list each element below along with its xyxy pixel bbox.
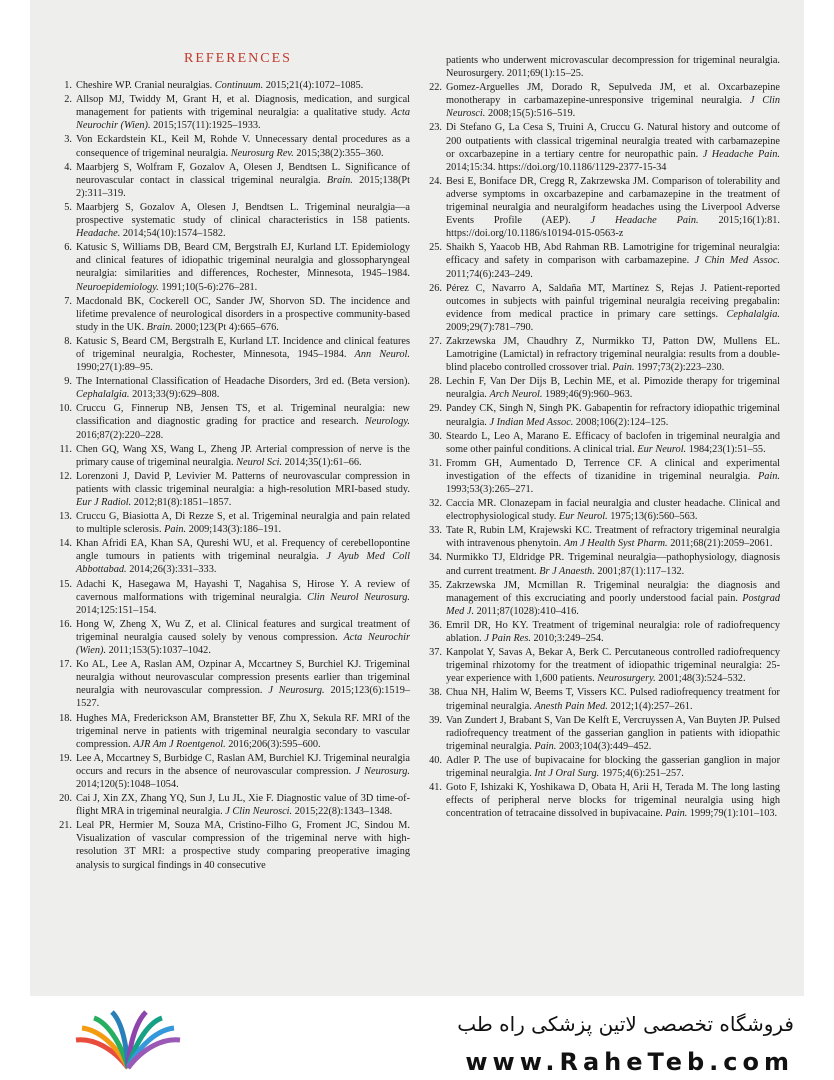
reference-item [54,201,410,240]
reference-number: 37. [429,647,442,659]
reference-number: 36. [429,619,442,631]
reference-item [424,714,780,753]
reference-text: Cai J, Xin ZX, Zhang YQ, Sun J, Lu JL, Xie F. Diagnostic value of 3D time-of-flight MRA in trigeminal neuralgia. [76,793,410,818]
reference-journal: Eur Neurol. [558,511,608,523]
reference-item [424,686,780,712]
reference-number: 31. [429,457,442,469]
reference-item [54,537,410,576]
reference-number: 13. [59,511,72,523]
reference-item [54,510,410,536]
reference-item [54,470,410,509]
reference-journal: Acta Neurochir (Wien). [76,631,410,657]
reference-text: Katusic S, Beard CM, Bergstralh E, Kurland LT. Incidence and clinical features of trigeminal neuralgia, Rochester, Minnesota, 1945–1984. [76,335,410,360]
reference-number: 24. [429,175,442,187]
reference-number: 29. [429,403,442,415]
reference-text: Maarbjerg S, Wolfram F, Gozalov A, Olesen J, Bendtsen L. Significance of neurovascular contact in classical trigeminal neuralgia. [76,161,410,186]
reference-text: Zakrzewska JM, Mcmillan R. Trigeminal neuralgia: the diagnosis and management of this excruciating and poorly understood facial pain. [446,579,780,604]
reference-number: 38. [429,687,442,699]
reference-number: 8. [64,335,72,347]
reference-number: 16. [59,618,72,630]
reference-text: Steardo L, Leo A, Marano E. Efficacy of baclofen in trigeminal neuralgia and some other painful conditions. A clinical trial. [446,430,780,455]
reference-number: 20. [59,793,72,805]
reference-citation: 2014;15:34. https://doi.org/10.1186/1129-2377-15-34 [446,161,667,173]
reference-text: Katusic S, Williams DB, Beard CM, Bergstralh EJ, Kurland LT. Epidemiology and clinical features of idiopathic trigeminal neuralgia and glossopharyngeal neuralgia: similarities and differences, Rochester, Minnesota, 1945–1984. [76,242,410,280]
reference-journal: Eur J Radiol. [76,497,132,508]
reference-journal: Br J Anaesth. [539,565,595,577]
reference-text: Tate R, Rubin LM, Krajewski KC. Treatment of refractory trigeminal neuralgia with intravenous phenytoin. [446,525,780,550]
reference-journal: Acta Neurochir (Wien). [76,107,410,132]
reference-journal: J Headache Pain. [702,148,780,160]
reference-text: Cruccu G, Finnerup NB, Jensen TS, et al. Trigeminal neuralgia: new classification and diagnostic grading for practice and research. [76,403,410,428]
reference-citation: 2015;16(1):81. https://doi.org/10.1186/s10194-015-0563-z [446,215,780,240]
reference-citation: 2014;35(1):61–66. [282,456,362,468]
reference-number: 17. [59,659,72,671]
reference-citation: 1975;4(6):251–257. [599,767,684,779]
reference-number: 14. [59,538,72,550]
reference-citation: 2012;1(4):257–261. [607,700,693,712]
reference-journal: Clin Neurol Neurosurg. [307,591,410,603]
reference-journal: Postgrad Med J. [446,592,780,617]
reference-item [54,133,410,159]
reference-journal: Ann Neurol. [354,348,410,360]
reference-text: Lee A, Mccartney S, Burbidge C, Raslan AM, Burchiel KJ. Trigeminal neuralgia occurs and recurs in the absence of neurovascular compression. [76,752,410,777]
reference-text: Caccia MR. Clonazepam in facial neuralgia and cluster headache. Clinical and electrophysiological study. [446,498,780,523]
reference-number: 35. [429,579,442,591]
reference-item [424,551,780,577]
reference-citation: 1990;27(1):89–95. [76,362,153,374]
reference-journal: Neurosurg Rev. [230,147,294,159]
reference-citation: 2012;81(8):1851–1857. [131,497,232,508]
reference-text: Lechin F, Van Der Dijs B, Lechin ME, et al. Pimozide therapy for trigeminal neuralgia. [446,376,780,401]
reference-21-continuation [424,54,780,80]
reference-journal: Cephalalgia. [726,308,780,320]
reference-item [54,241,410,293]
reference-citation: 2013;33(9):629–808. [129,389,220,401]
reference-citation: 2014;120(5):1048–1054. [76,778,179,790]
reference-number: 6. [64,242,72,254]
reference-number: 21. [59,820,72,832]
references-right-column [424,54,780,821]
reference-journal: Neurosurgery. [597,673,656,685]
reference-citation: 2015;22(8):1343–1348. [292,806,393,818]
reference-journal: Pain. [665,808,688,820]
reference-text: Nurmikko TJ, Eldridge PR. Trigeminal neuralgia—pathophysiology, diagnosis and current treatment. [446,552,780,577]
reference-journal: Pain. [612,362,635,374]
reference-text: Von Eckardstein KL, Keil M, Rohde V. Unnecessary dental procedures as a consequence of trigeminal neuralgia. [76,134,410,159]
reference-text: Cruccu G, Biasiotta A, Di Rezze S, et al. Trigeminal neuralgia and pain related to multiple sclerosis. [76,511,410,536]
reference-text: Chen GQ, Wang XS, Wang L, Zheng JP. Arterial compression of nerve is the primary cause of trigeminal neuralgia. [76,443,410,468]
reference-citation: 2014;26(3):331–333. [126,564,217,576]
reference-journal: AJR Am J Roentgenol. [133,738,226,750]
reference-journal: Brain. [146,321,173,333]
reference-journal: Cephalalgia. [76,389,130,401]
reference-number: 28. [429,376,442,388]
reference-journal: Pain. [164,524,187,536]
reference-journal: Anesth Pain Med. [534,700,608,712]
reference-citation: 2015;123(6):1519–1527. [76,685,410,710]
reference-text: Hughes MA, Frederickson AM, Branstetter BF, Zhu X, Sekula RF. MRI of the trigeminal nerve in patients with trigeminal neuralgia secondary to vascular compression. [76,712,410,750]
reference-citation: 1997;73(2):223–230. [634,362,725,374]
reference-citation: 2010;3:249–254. [530,633,604,645]
reference-journal: J Neurosurg. [268,685,325,697]
reference-item [54,819,410,871]
reference-citation: 2008;15(5):516–519. [485,108,576,120]
reference-number: 2. [64,94,72,106]
reference-citation: 2009;143(3):186–191. [186,524,282,536]
reference-journal: Arch Neurol. [489,389,543,401]
reference-citation: 2009;29(7):781–790. [446,321,534,333]
reference-text: Cheshire WP. Cranial neuralgias. [76,80,215,92]
reference-item [424,402,780,428]
reference-item [54,792,410,818]
reference-item [424,457,780,496]
reference-journal: J Clin Neurosci. [225,806,293,818]
reference-number: 15. [59,578,72,590]
continuation-text: patients who underwent microvascular decompression for trigeminal neuralgia. [446,55,780,66]
reference-journal: Continuum. [214,80,264,92]
reference-journal: Pain. [534,740,557,752]
reference-number: 39. [429,714,442,726]
reference-citation: 2001;48(3):524–532. [655,673,746,685]
reference-text: Macdonald BK, Cockerell OC, Sander JW, Shorvon SD. The incidence and lifetime prevalence of neurological disorders in a prospective community-based study in the UK. [76,295,410,333]
reference-item [54,161,410,200]
reference-citation: 2008;106(2):124–125. [573,416,669,428]
reference-journal: Pain. [757,470,780,482]
reference-text: Adachi K, Hasegawa M, Hayashi T, Nagahisa S, Hirose Y. A review of cavernous malformations with trigeminal neuralgia. [76,578,410,603]
reference-citation: 2016;87(2):220–228. [76,429,164,441]
reference-item [54,295,410,334]
reference-text: Goto F, Ishizaki K, Yoshikawa D, Obata H, Arii H, Terada M. The long lasting effects of peripheral nerve blocks for trigeminal neuralgia using high concentration of tetracaine dissolved in bupivacaine. [446,782,780,820]
reference-item [424,524,780,550]
reference-text: Pérez C, Navarro A, Saldaña MT, Martínez S, Rejas J. Patient-reported outcomes in subjects with painful trigeminal neuralgia receiving pregabalin: evidence from medical practice in primary care settings. [446,282,780,320]
reference-journal: J Neurosurg. [355,765,410,777]
reference-item [54,375,410,401]
reference-citation: 2011;87(1028):410–416. [474,605,579,617]
reference-citation: 2003;104(3):449–452. [556,740,652,752]
reference-number: 12. [59,470,72,482]
store-footer [0,1000,834,1080]
reference-text: Van Zundert J, Brabant S, Van De Kelft E, Vercruyssen A, Van Buyten JP. Pulsed radiofrequency treatment of the gasserian ganglion in patients with idiopathic trigeminal neuralgia. [446,714,780,752]
reference-journal: Brain. [326,174,353,186]
reference-text: Hong W, Zheng X, Wu Z, et al. Clinical features and surgical treatment of trigeminal neuralgia caused solely by venous compression. [76,618,410,643]
reference-item [424,430,780,456]
reference-text: Di Stefano G, La Cesa S, Truini A, Cruccu G. Natural history and outcome of 200 outpatients with classical trigeminal neuralgia treated with carbamazepine or oxcarbazepine in a tertiary centre for neuropathic pain. [446,122,780,160]
reference-citation: 1991;10(5-6):276–281. [158,281,258,293]
book-logo-icon [68,1008,188,1072]
reference-citation: 1975;13(6):560–563. [607,511,698,523]
reference-number: 3. [64,134,72,146]
reference-text: Emril DR, Ho KY. Treatment of trigeminal neuralgia: role of radiofrequency ablation. [446,619,780,645]
reference-number: 30. [429,430,442,442]
reference-text: Gomez-Arguelles JM, Dorado R, Sepulveda JM, et al. Oxcarbazepine monotherapy in carbamazepine-unresponsive trigeminal neuralgia. [446,82,780,107]
reference-text: Leal PR, Hermier M, Souza MA, Cristino-Filho G, Froment JC, Sindou M. Visualization of vascular compression of the trigeminal nerve with high-resolution 3T MRI: a prospective study comparing preoperative imaging analysis to surgical findings in 40 consecutive [76,820,410,871]
reference-citation: 2015;21(4):1072–1085. [263,80,364,92]
reference-citation: 2015;138(Pt 2):311–319. [76,174,410,199]
reference-number: 1. [64,80,72,92]
reference-journal: Eur Neurol. [637,443,687,455]
reference-item [54,335,410,374]
reference-number: 4. [64,161,72,173]
reference-journal: J Pain Res. [484,633,531,645]
reference-number: 23. [429,122,442,134]
reference-journal: Neurology. [364,416,410,428]
reference-item [54,752,410,791]
reference-item [54,618,410,657]
reference-journal: Am J Health Syst Pharm. [563,538,668,550]
reference-list-left [54,79,410,872]
reference-text: Lorenzoni J, David P, Levivier M. Patterns of neurovascular compression in patients with classic trigeminal neuralgia: a high-resolution MRI-based study. [76,470,410,495]
reference-number: 33. [429,525,442,537]
reference-item [54,658,410,710]
reference-item [54,443,410,469]
reference-text: Maarbjerg S, Gozalov A, Olesen J, Bendtsen L. Trigeminal neuralgia—a prospective systematic study of clinical characteristics in 158 patients. [76,201,410,227]
reference-citation: 1989;46(9):960–963. [542,389,633,401]
reference-citation: 2015;157(11):1925–1933. [150,120,261,132]
reference-number: 10. [59,403,72,415]
reference-item [424,781,780,820]
reference-item [424,241,780,280]
reference-text: Pandey CK, Singh N, Singh PK. Gabapentin for refractory idiopathic trigeminal neuralgia. [446,403,780,428]
reference-list-right [424,81,780,820]
reference-citation: 2011;153(5):1037–1042. [106,645,211,657]
reference-citation: 2011;68(21):2059–2061. [667,538,773,550]
reference-citation: 2016;206(3):595–600. [225,738,321,750]
reference-number: 32. [429,498,442,510]
reference-journal: Int J Oral Surg. [534,767,600,779]
reference-journal: J Chin Med Assoc. [694,255,780,267]
references-left-column [54,52,410,873]
reference-item [54,712,410,751]
reference-text: Allsop MJ, Twiddy M, Grant H, et al. Diagnosis, medication, and surgical management for patients with trigeminal neuralgia: a qualitative study. [76,94,410,119]
continuation-citation: 2011;69(1):15–25. [504,68,584,80]
reference-journal: J Ayub Med Coll Abbottabad. [76,551,410,576]
reference-citation: 2001;87(1):117–132. [594,565,685,577]
reference-item [424,375,780,401]
continuation-journal: Neurosurgery. [446,68,505,80]
reference-text: Zakrzewska JM, Chaudhry Z, Nurmikko TJ, Patton DW, Mullens EL. Lamotrigine (Lamictal) in refractory trigeminal neuralgia: results from a double-blind placebo controlled crossover trial. [446,335,780,374]
reference-journal: J Clin Neurosci. [446,95,780,120]
reference-number: 5. [64,201,72,213]
reference-citation: 2000;123(Pt 4):665–676. [172,321,279,333]
reference-citation: 2014;54(10):1574–1582. [120,228,226,240]
reference-item [424,619,780,645]
reference-journal: Neuroepidemiology. [76,281,159,293]
reference-journal: Neurol Sci. [236,456,283,468]
reference-item [424,282,780,334]
reference-item [54,402,410,441]
reference-number: 26. [429,282,442,294]
reference-item [424,497,780,523]
reference-citation: 2015;38(2):355–360. [293,147,384,159]
reference-text: Besi E, Boniface DR, Cregg R, Zakrzewska JM. Comparison of tolerability and adverse symptoms in oxcarbazepine and carbamazepine in the treatment of trigeminal neuralgia and neuralgiform headaches using the Liverpool Adverse Events Profile (AEP). [446,175,780,227]
reference-number: 25. [429,242,442,254]
reference-item [424,81,780,120]
reference-citation: 1984;23(1):51–55. [686,443,766,455]
reference-journal: J Indian Med Assoc. [489,416,574,428]
reference-citation: 2011;74(6):243–249. [446,268,533,280]
reference-number: 7. [64,295,72,307]
reference-number: 18. [59,712,72,724]
reference-item [424,754,780,780]
reference-item [54,79,410,92]
reference-number: 22. [429,82,442,94]
reference-item [424,579,780,618]
reference-number: 11. [59,443,72,455]
reference-number: 9. [64,376,72,388]
reference-item [424,646,780,685]
reference-citation: 1993;53(3):265–271. [446,484,534,495]
reference-citation: 2014;125:151–154. [76,604,157,616]
reference-number: 19. [59,752,72,764]
reference-number: 40. [429,754,442,766]
reference-number: 41. [429,782,442,794]
reference-journal: J Headache Pain. [590,215,699,227]
reference-item [424,175,780,240]
reference-item [424,335,780,374]
reference-text: Fromm GH, Aumentado D, Terrence CF. A clinical and experimental investigation of the effects of tizanidine in trigeminal neuralgia. [446,457,780,482]
references-heading: REFERENCES [184,51,292,66]
reference-citation: 1999;79(1):101–103. [687,808,778,820]
reference-text: Chua NH, Halim W, Beems T, Vissers KC. Pulsed radiofrequency treatment for trigeminal neuralgia. [446,687,780,712]
store-name: فروشگاه تخصصی لاتین پزشکی راه طب [457,1012,794,1036]
reference-item [54,93,410,132]
reference-number: 34. [429,552,442,564]
reference-item [54,578,410,617]
reference-journal: Headache. [76,228,121,240]
reference-text: Shaikh S, Yaacob HB, Abd Rahman RB. Lamotrigine for trigeminal neuralgia: efficacy and safety in comparison with carbamazepine. [446,242,780,267]
reference-text: Kanpolat Y, Savas A, Bekar A, Berk C. Percutaneous controlled radiofrequency trigeminal rhizotomy for the treatment of idiopathic trigeminal neuralgia: 25-year experience with 1,600 patients. [446,647,780,685]
store-url[interactable]: www.RaheTeb.com [465,1048,794,1076]
reference-text: The International Classification of Headache Disorders, 3rd ed. (Beta version). [76,376,410,388]
reference-text: Adler P. The use of bupivacaine for blocking the gasserian ganglion in major trigeminal neuralgia. [446,754,780,779]
reference-item [424,121,780,173]
reference-text: Khan Afridi EA, Khan SA, Qureshi WU, et al. Frequency of cerebellopontine angle tumours in patients with trigeminal neuralgia. [76,538,410,563]
reference-number: 27. [429,335,442,347]
reference-text: Ko AL, Lee A, Raslan AM, Ozpinar A, Mccartney S, Burchiel KJ. Trigeminal neuralgia without neurovascular compression presents earlier than trigeminal neuralgia with neurovascular compression. [76,659,410,697]
